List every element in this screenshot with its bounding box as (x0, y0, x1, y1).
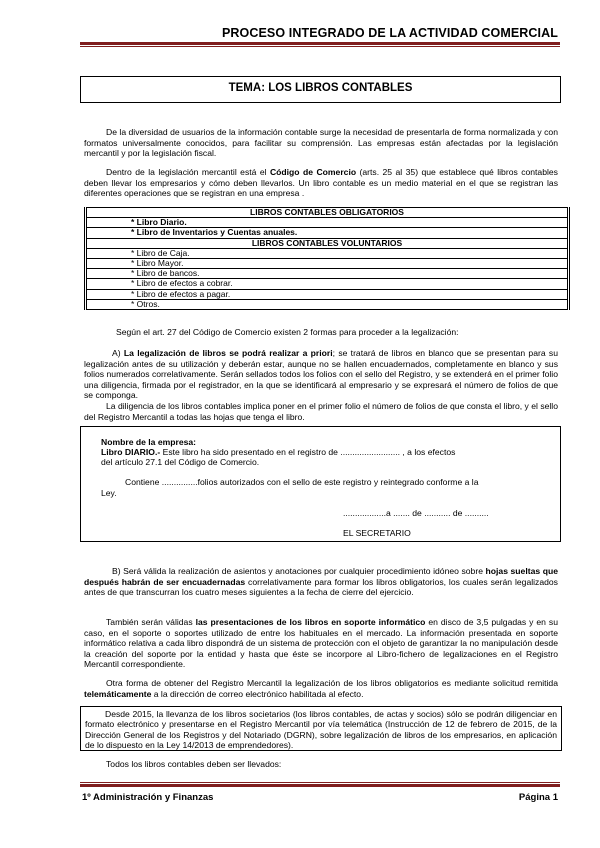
section-b-bold: hojas sueltas que después habrán de ser encuadernadas (84, 566, 558, 587)
page-header-title: PROCESO INTEGRADO DE LA ACTIVIDAD COMERCIAL (221, 26, 558, 40)
section-b-paragraph (84, 566, 558, 598)
ley-line: Ley. (101, 488, 117, 498)
footer-course: 1º Administración y Finanzas (82, 792, 214, 803)
secretario-label: EL SECRETARIO (343, 528, 411, 538)
art27-paragraph (84, 327, 558, 338)
codigo-pre: Dentro de la legislación mercantil está el (106, 167, 270, 177)
libros-table (84, 207, 570, 310)
table-row: * Libro de efectos a pagar. (86, 289, 569, 299)
codigo-post: (arts. 25 al 35) que establece qué libros contables deben llevar los empresarios y cómo deben llevarlos. Un libro contable es un medio material en el que se registran las diferentes operaciones que se registran en una empresa . (84, 167, 558, 199)
otra-paragraph (84, 678, 558, 699)
fecha-line: ..................a ....... de ........... de .......... (343, 508, 489, 518)
section-b-pre: Será válida la realización de asientos y anotaciones por cualquier procedimiento idóneo sobre (123, 566, 486, 576)
section-b-label: B) (112, 566, 124, 576)
section-a-extra: La diligencia de los libros contables implica poner en el primer folio el número de folios de que consta el libro, y el sello del Registro Mercantil a todas las hojas que tenga el libro. (84, 400, 558, 422)
otra-bold: telemáticamente (84, 688, 152, 699)
diario-line-2: del artículo 27.1 del Código de Comercio. (101, 457, 260, 467)
soporte-post: en disco de 3,5 pulgadas y en su caso, en el soporte o soportes utilizado de entre los habituales en el mercado. La información presentada en soporte informático relativa a cada libro dispondrá de un sistema de protección con el objeto de garantizar la no manipulación desde la creación del soporte por la entidad y hasta que éste se incorpore al Libro-fichero de legalizaciones en el Registro Mercantil correspondiente. (84, 617, 558, 670)
table-row: * Libro Mayor. (86, 259, 569, 269)
table-row: * Libro de bancos. (86, 269, 569, 279)
table-row: * Libro de Caja. (86, 248, 569, 258)
otra-post: a la dirección de correo electrónico habilitada al efecto. (151, 688, 364, 699)
obligatorios-heading: LIBROS CONTABLES OBLIGATORIOS (86, 208, 569, 218)
desde-2015-box (80, 706, 562, 751)
libro-diario-example-box (80, 426, 561, 542)
table-row: * Libro Diario. (86, 218, 569, 228)
diario-line (101, 447, 553, 458)
diario-bold: Libro DIARIO.- (101, 447, 161, 457)
voluntarios-heading: LIBROS CONTABLES VOLUNTARIOS (86, 238, 569, 248)
diario-text: Este libro ha sido presentado en el registro de ......................... , a los efectos (160, 447, 456, 457)
soporte-pre: También serán válidas (106, 617, 196, 627)
table-row: * Otros. (86, 299, 569, 309)
codigo-bold: Código de Comercio (269, 167, 357, 177)
table-row: * Libro de Inventarios y Cuentas anuales. (86, 228, 569, 238)
soporte-bold: las presentaciones de los libros en soporte informático (195, 617, 426, 627)
section-a-text: ; se tratará de libros en blanco que se presentan para su legalización antes de su utilización y deberán estar, aunque no se hallen encuadernados, completamente en blanco y sus folios numerados correlativamente. Serán sellados todos los folios con el sello del Registro, y se extenderá en el primer folio una diligencia, firmada por el registrador, en la que se identificará al empresario y se expresará el número de folios de que se componga. (84, 348, 558, 401)
header-rule (80, 42, 560, 47)
company-name-label: Nombre de la empresa: (101, 437, 197, 447)
todos-text: Todos los libros contables deben ser llevados: (106, 759, 282, 769)
contiene-line: Contiene ...............folios autorizados con el sello de este registro y reintegrado conforme a la (125, 477, 479, 487)
table-row: * Libro de efectos a cobrar. (86, 279, 569, 289)
section-b-post: correlativamente para formar los libros obligatorios, los cuales serán legalizados antes de que transcurran los cuatro meses siguientes a la fecha de cierre del ejercicio. (84, 576, 558, 598)
topic-title-box: TEMA: LOS LIBROS CONTABLES (80, 76, 561, 103)
footer-rule (80, 782, 560, 787)
section-a-bold: La legalización de libros se podrá realizar a priori (123, 348, 333, 358)
footer-page-number: Página 1 (518, 792, 558, 803)
otra-pre: Otra forma de obtener del Registro Mercantil la legalización de los libros obligatorios es mediante solicitud remitida (106, 678, 558, 688)
section-a-paragraph (84, 348, 558, 422)
intro-paragraph (84, 127, 558, 159)
intro-text: De la diversidad de usuarios de la información contable surge la necesidad de presentarla de forma normalizada y con formatos universalmente conocidos, para facilitar su comprensión. Las empresas están afectadas por la legislación mercantil y por la legislación fiscal. (84, 127, 558, 159)
art27-text: Según el art. 27 del Código de Comercio existen 2 formas para proceder a la legalización: (116, 327, 459, 337)
codigo-paragraph (84, 167, 558, 199)
todos-paragraph (84, 759, 558, 770)
soporte-paragraph (84, 617, 558, 670)
section-a-label: A) (112, 348, 124, 358)
desde-2015-text: Desde 2015, la llevanza de los libros societarios (los libros contables, de actas y socios) sólo se podrán diligenciar en formato electrónico y presentarse en el Registro Mercantil por vía telemática (Instrucción de 12 de febrero de 2015, de la Dirección General de los Registros y del Notariado (DGRN), sobre legalización de libros de los empresarios, en aplicación de lo dispuesto en la Ley 14/2013 de emprendedores). (85, 709, 557, 751)
